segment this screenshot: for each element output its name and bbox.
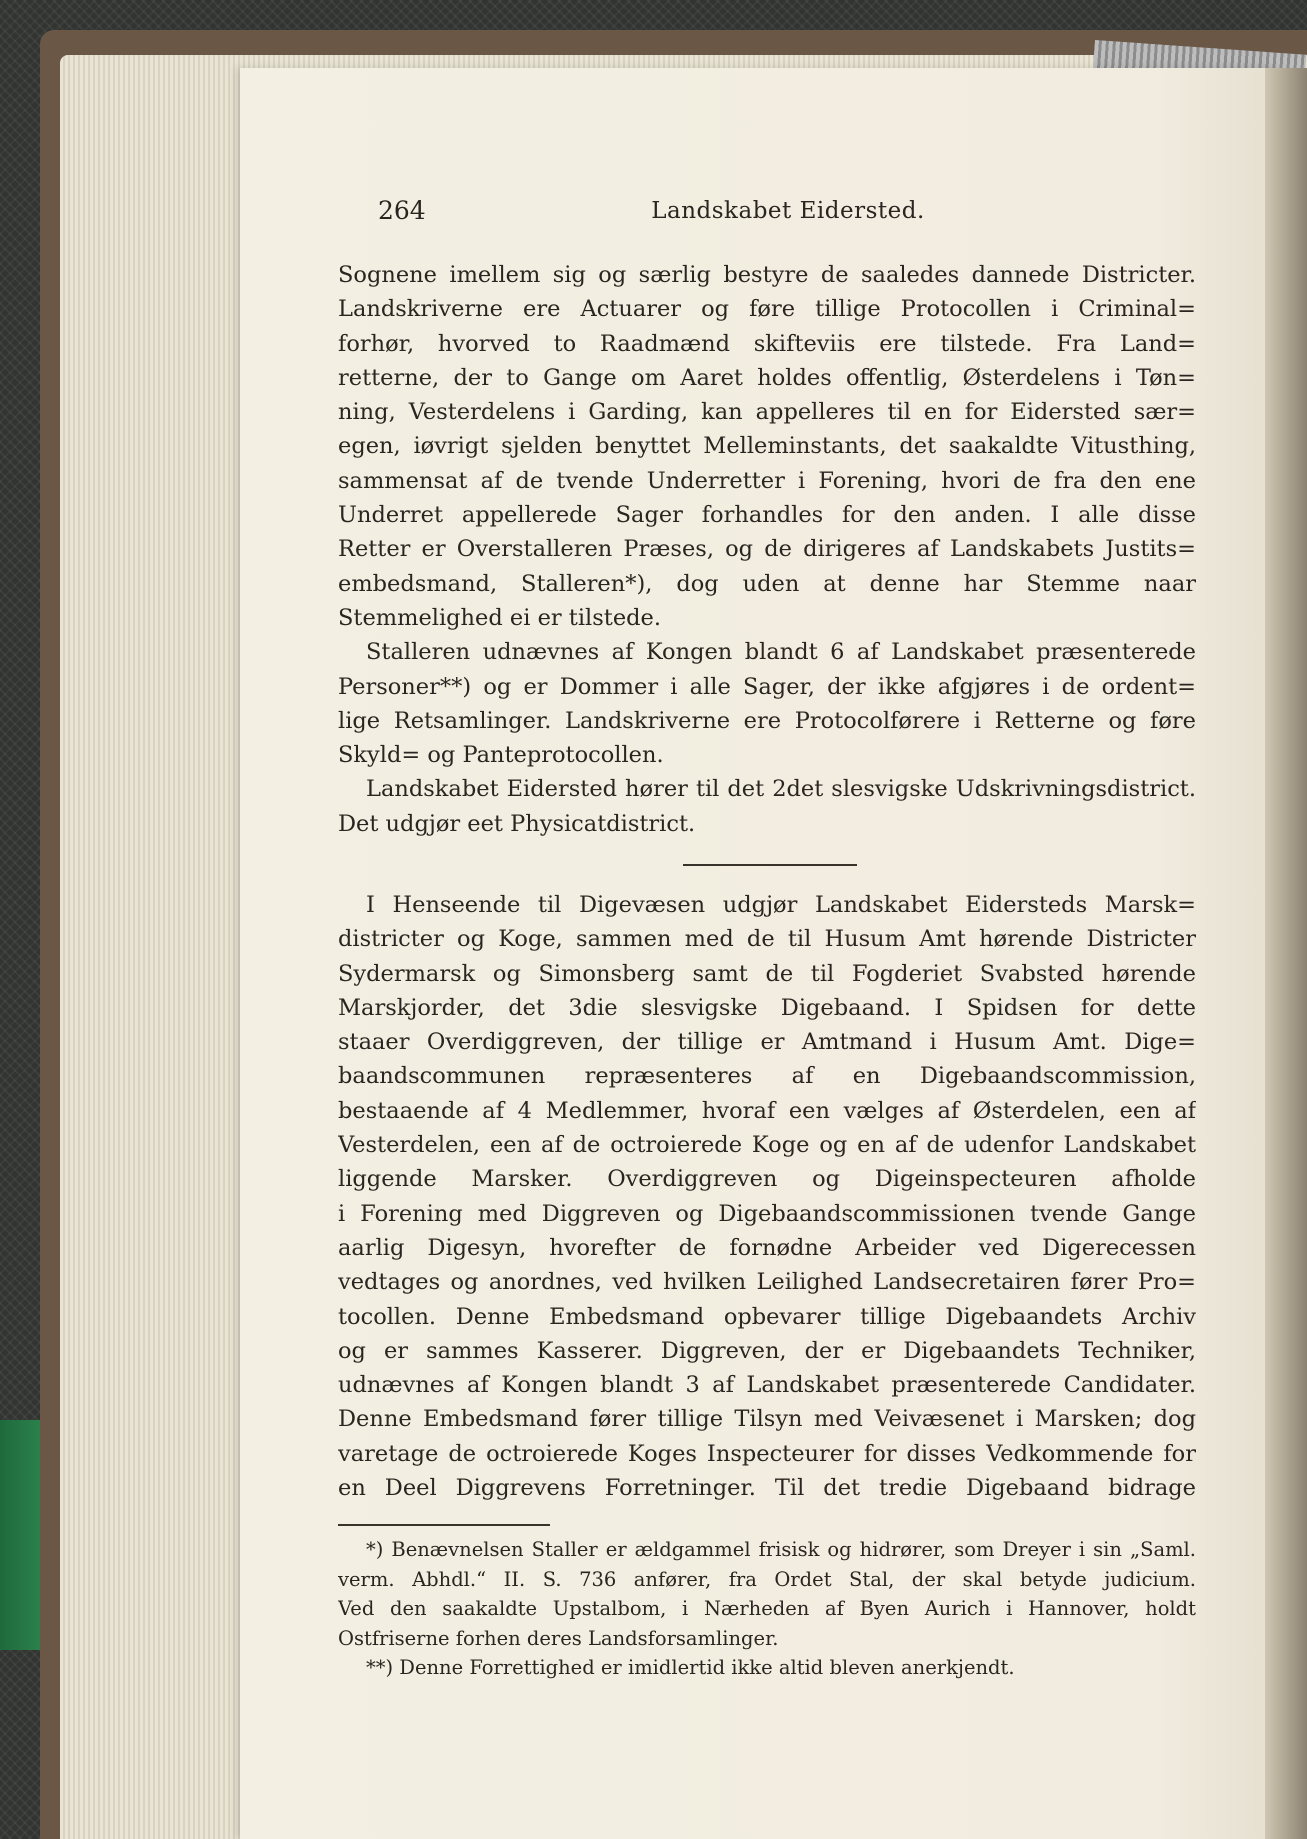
page-gutter-shadow <box>1265 68 1307 1839</box>
text-line: udnævnes af Kongen blandt 3 af Landskabet præsenterede Candidater. <box>338 1372 1196 1399</box>
text-line: Denne Embedsmand fører tillige Tilsyn med Veivæsenet i Marsken; dog <box>338 1406 1196 1433</box>
text-line: Landskriverne ere Actuarer og føre tillige Protocollen i Criminal= <box>338 296 1196 323</box>
text-line: lige Retsamlinger. Landskriverne ere Protocolførere i Retterne og føre <box>338 707 1196 734</box>
running-head: Landskabet Eidersted. <box>651 198 925 224</box>
text-line: Marskjorder, det 3die slesvigske Digebaand. I Spidsen for dette <box>338 994 1196 1021</box>
text-line: en Deel Diggrevens Forretninger. Til det tredie Digebaand bidrage <box>338 1475 1196 1502</box>
text-line: embedsmand, Stalleren*), dog uden at denne har Stemme naar <box>338 570 1196 597</box>
footnote-line: Ostfriserne forhen deres Landsforsamlinger. <box>338 1626 779 1650</box>
text-line: Det udgjør eet Physicatdistrict. <box>338 810 696 837</box>
section-administration <box>338 258 1196 841</box>
text-line: staaer Overdiggreven, der tillige er Amtmand i Husum Amt. Dige= <box>338 1029 1196 1056</box>
text-line: bestaaende af 4 Medlemmer, hvoraf een vælges af Østerdelen, een af <box>338 1097 1196 1124</box>
text-line: Stalleren udnævnes af Kongen blandt 6 af Landskabet præsenterede <box>366 639 1196 666</box>
footnote-line: verm. Abhdl.“ II. S. 736 anfører, fra Ordet Stal, der skal betyde judicium. <box>338 1567 1196 1591</box>
text-line: varetage de octroierede Koges Inspecteurer for disses Vedkommende for <box>338 1440 1196 1467</box>
text-line: liggende Marsker. Overdiggreven og Digeinspecteuren afholde <box>338 1166 1196 1193</box>
footnote-line: Ved den saakaldte Upstalbom, i Nærheden af Byen Aurich i Hannover, holdt <box>338 1597 1196 1620</box>
text-line: Sognene imellem sig og særlig bestyre de saaledes dannede Districter. <box>338 262 1196 288</box>
section-dike-administration <box>338 888 1196 1505</box>
text-line: i Forening med Diggreven og Digebaandscommissionen tvende Gange <box>338 1200 1196 1227</box>
text-line: districter og Koge, sammen med de til Husum Amt hørende Districter <box>338 926 1196 953</box>
text-line: Underret appellerede Sager forhandles for den anden. I alle disse <box>338 502 1196 529</box>
section-separator-rule <box>683 864 857 866</box>
footnote-rule <box>338 1524 550 1526</box>
footnotes <box>338 1535 1196 1683</box>
text-line: Personer**) og er Dommer i alle Sager, der ikke afgjøres i de ordent= <box>338 673 1196 700</box>
text-line: vedtages og anordnes, ved hvilken Leilighed Landsecretairen fører Pro= <box>338 1269 1196 1296</box>
text-line: sammensat af de tvende Underretter i Forening, hvori de fra den ene <box>338 467 1196 494</box>
text-line: forhør, hvorved to Raadmænd skifteviis ere tilstede. Fra Land= <box>338 330 1196 357</box>
text-line: Skyld= og Panteprotocollen. <box>338 742 664 769</box>
text-line: tocollen. Denne Embedsmand opbevarer tillige Digebaandets Archiv <box>338 1303 1196 1330</box>
text-line: retterne, der to Gange om Aaret holdes offentlig, Østerdelens i Tøn= <box>338 364 1196 391</box>
text-line: Retter er Overstalleren Præses, og de dirigeres af Landskabets Justits= <box>338 536 1196 563</box>
page-number: 264 <box>378 196 426 225</box>
text-line: aarlig Digesyn, hvorefter de fornødne Arbeider ved Digerecessen <box>338 1234 1196 1261</box>
footnote-line: **) Denne Forrettighed er imidlertid ikke altid bleven anerkjendt. <box>366 1656 1015 1679</box>
text-line: Sydermarsk og Simonsberg samt de til Fogderiet Svabsted hørende <box>338 960 1196 987</box>
text-line: Stemmelighed ei er tilstede. <box>338 604 662 631</box>
page-header <box>378 194 1198 228</box>
text-line: baandscommunen repræsenteres af en Digebaandscommission, <box>338 1063 1196 1090</box>
text-line: egen, iøvrigt sjelden benyttet Melleminstants, det saakaldte Vitusthing, <box>338 433 1196 460</box>
text-line: Vesterdelen, een af de octroierede Koge og en af de udenfor Landskabet <box>338 1132 1196 1159</box>
text-line: og er sammes Kasserer. Diggreven, der er Digebaandets Techniker, <box>338 1337 1196 1364</box>
text-line: ning, Vesterdelens i Garding, kan appelleres til en for Eidersted sær= <box>338 399 1196 426</box>
footnote-line: *) Benævnelsen Staller er ældgammel frisisk og hidrører, som Dreyer i sin „Saml. <box>366 1538 1196 1561</box>
text-line: I Henseende til Digevæsen udgjør Landskabet Eidersteds Marsk= <box>366 892 1196 918</box>
text-line: Landskabet Eidersted hører til det 2det slesvigske Udskrivningsdistrict. <box>366 776 1196 803</box>
